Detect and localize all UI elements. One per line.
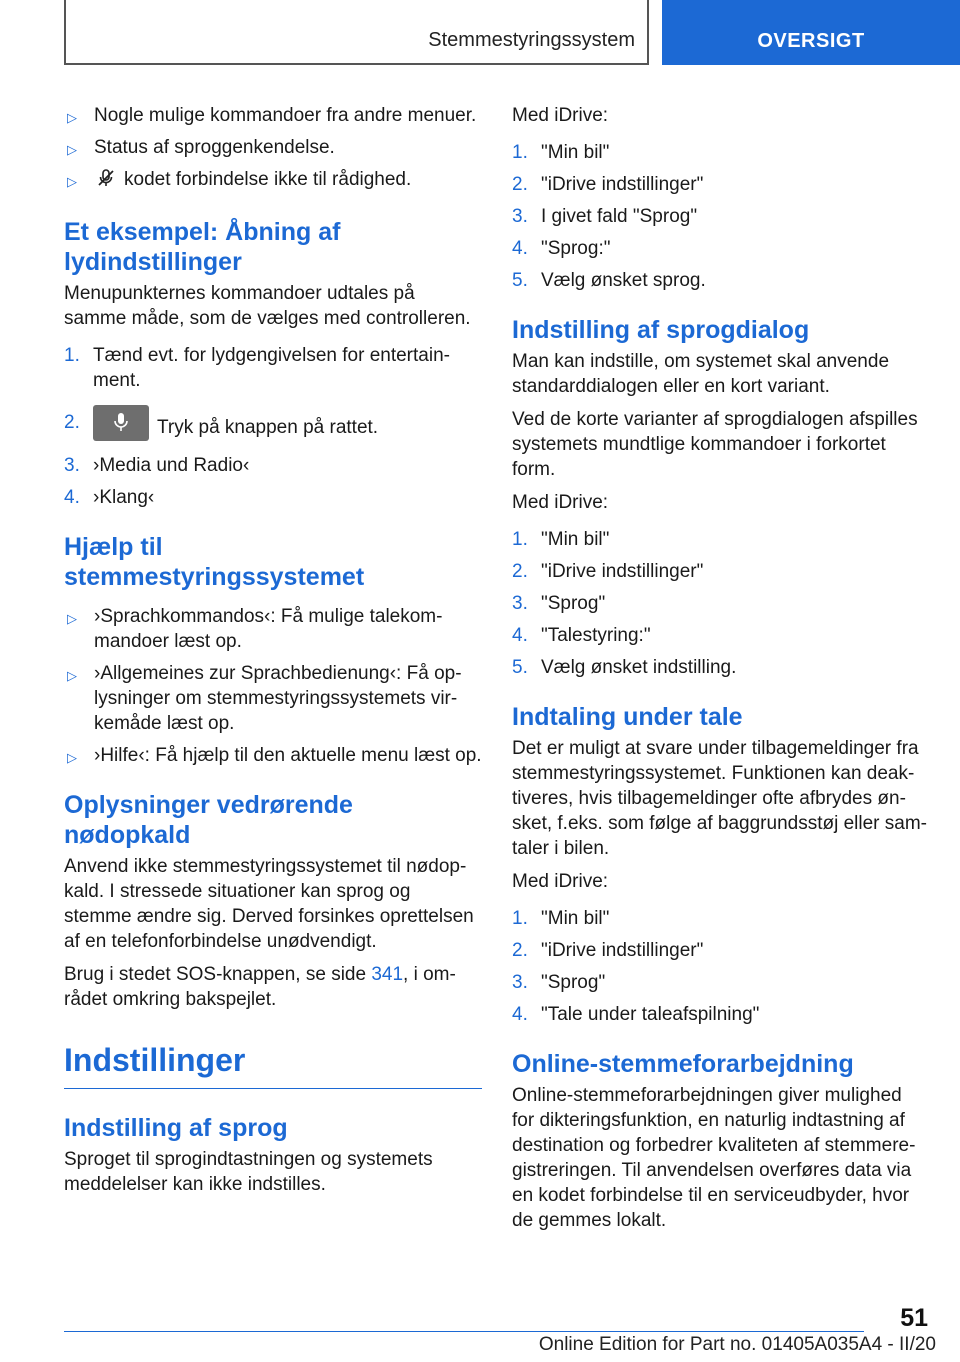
list-item: 2. "iDrive indstillinger" xyxy=(512,561,704,582)
page-link-341[interactable]: 341 xyxy=(371,964,404,985)
list-item: 4. "Talestyring:" xyxy=(512,625,651,646)
list-item: 5. Vælg ønsket sprog. xyxy=(512,270,706,291)
section-title-emergency: Oplysninger vedrørende nødopkald xyxy=(64,791,353,849)
bullet-item: ▷ ›Hilfe‹: Få hjælp til den aktuelle menu læst op. xyxy=(64,743,482,768)
list-item: 4. "Tale under taleafspilning" xyxy=(512,1004,760,1025)
list-item: 2. Tryk på knappen på rattet. xyxy=(64,405,482,446)
chapter-title-settings: Indstillinger xyxy=(64,1040,482,1089)
list-item: 1. "Min bil" xyxy=(512,142,610,163)
list-item: 5. Vælg ønsket indstilling. xyxy=(512,657,737,678)
bullet-item: ▷ ›Allgemeines zur Sprachbedienung‹: Få op- lysninger om stemmestyringssystemets vir- kemåde læst op. xyxy=(67,663,462,734)
bullet-item: ▷ Nogle mulige kommandoer fra andre menuer. xyxy=(64,103,482,128)
barge-in-paragraph: Det er muligt at svare under tilbagemeldinger fra stemmestyringssystemet. Funktionen kan deak- tiveres, hvis tilbagemeldinger ofte afbrydes øn- sket, f.eks. som følge af baggrundsstøj eller sam- taler i bilen. xyxy=(512,738,927,859)
idrive-label: Med iDrive: xyxy=(512,871,609,892)
list-item: 1. "Min bil" xyxy=(512,908,610,929)
header-chapter-title: OVERSIGT xyxy=(757,30,865,52)
page-number: 51 xyxy=(900,1304,928,1332)
idrive-label: Med iDrive: xyxy=(512,105,609,126)
triangle-right-icon: ▷ xyxy=(67,142,77,157)
triangle-right-icon: ▷ xyxy=(67,110,77,125)
right-column xyxy=(512,100,928,1233)
section-title-online: Online-stemmeforarbejdning xyxy=(512,1050,854,1078)
list-item: 3. "Sprog" xyxy=(512,972,606,993)
list-item: 3. ›Media und Radio‹ xyxy=(64,455,250,476)
triangle-right-icon: ▷ xyxy=(67,174,77,189)
header-section-title: Stemmestyringssystem xyxy=(428,29,635,51)
list-item: 1. Tænd evt. for lydgengivelsen for entertain- ment. xyxy=(64,345,450,391)
list-item: 2. "iDrive indstillinger" xyxy=(512,174,704,195)
triangle-right-icon: ▷ xyxy=(67,668,77,683)
example-intro: Menupunkternes kommandoer udtales på samme måde, som de vælges med controlleren. xyxy=(64,283,471,329)
list-item: 1. "Min bil" xyxy=(512,529,610,550)
language-paragraph: Sproget til sprogindtastningen og systemets meddelelser kan ikke indstilles. xyxy=(64,1149,433,1195)
footer-edition-text: Online Edition for Part no. 01405A035A4 - II/20 xyxy=(538,1334,936,1355)
list-item: 4. "Sprog:" xyxy=(512,238,611,259)
section-title-barge-in: Indtaling under tale xyxy=(512,703,743,731)
section-title-language: Indstilling af sprog xyxy=(64,1114,288,1142)
section-title-example: Et eksempel: Åbning af lydindstillinger xyxy=(64,218,341,276)
microphone-crossed-icon xyxy=(96,168,116,195)
section-title-help: Hjælp til stemmestyringssystemet xyxy=(64,533,365,591)
sos-paragraph: Brug i stedet SOS-knappen, se side 341, i om- rådet omkring bakspejlet. xyxy=(64,964,456,1010)
left-column xyxy=(64,100,482,1197)
bullet-item: ▷ Status af sproggenkendelse. xyxy=(64,135,482,160)
dialog-paragraph-2: Ved de korte varianter af sprogdialogen afspilles systemets mundtlige kommandoer i forkortet form. xyxy=(512,409,918,480)
footer-divider xyxy=(64,1331,864,1332)
microphone-button-icon xyxy=(93,405,149,441)
list-item: 3. "Sprog" xyxy=(512,593,606,614)
header-section-box xyxy=(64,0,649,65)
bullet-item: ▷ kodet forbindelse ikke til rådighed. xyxy=(64,167,482,195)
triangle-right-icon: ▷ xyxy=(67,750,77,765)
bullet-item: ▷ ›Sprachkommandos‹: Få mulige talekom- mandoer læst op. xyxy=(67,606,443,652)
section-title-dialog: Indstilling af sprogdialog xyxy=(512,316,810,344)
list-item: 2. "iDrive indstillinger" xyxy=(512,940,704,961)
list-item: 4. ›Klang‹ xyxy=(64,487,155,508)
list-item: 3. I givet fald "Sprog" xyxy=(512,206,698,227)
dialog-paragraph-1: Man kan indstille, om systemet skal anvende standarddialogen eller en kort variant. xyxy=(512,351,890,397)
emergency-paragraph: Anvend ikke stemmestyringssystemet til nødop- kald. I stressede situationer kan sprog og stemme ændre sig. Derved forsinkes oprettelsen af en telefonforbindelse unødvendigt. xyxy=(64,856,474,952)
online-paragraph: Online-stemmeforarbejdningen giver mulighed for dikteringsfunktion, en naturlig indtastning af destination og forbedrer kvaliteten af stemmere- gistreringen. Til anvendelsen overføres data via en kodet forbindelse til en serviceudbyder, hvor de gemmes lokalt. xyxy=(512,1085,916,1231)
idrive-label: Med iDrive: xyxy=(512,492,609,513)
triangle-right-icon: ▷ xyxy=(67,611,77,626)
header-chapter-tab xyxy=(662,0,960,65)
